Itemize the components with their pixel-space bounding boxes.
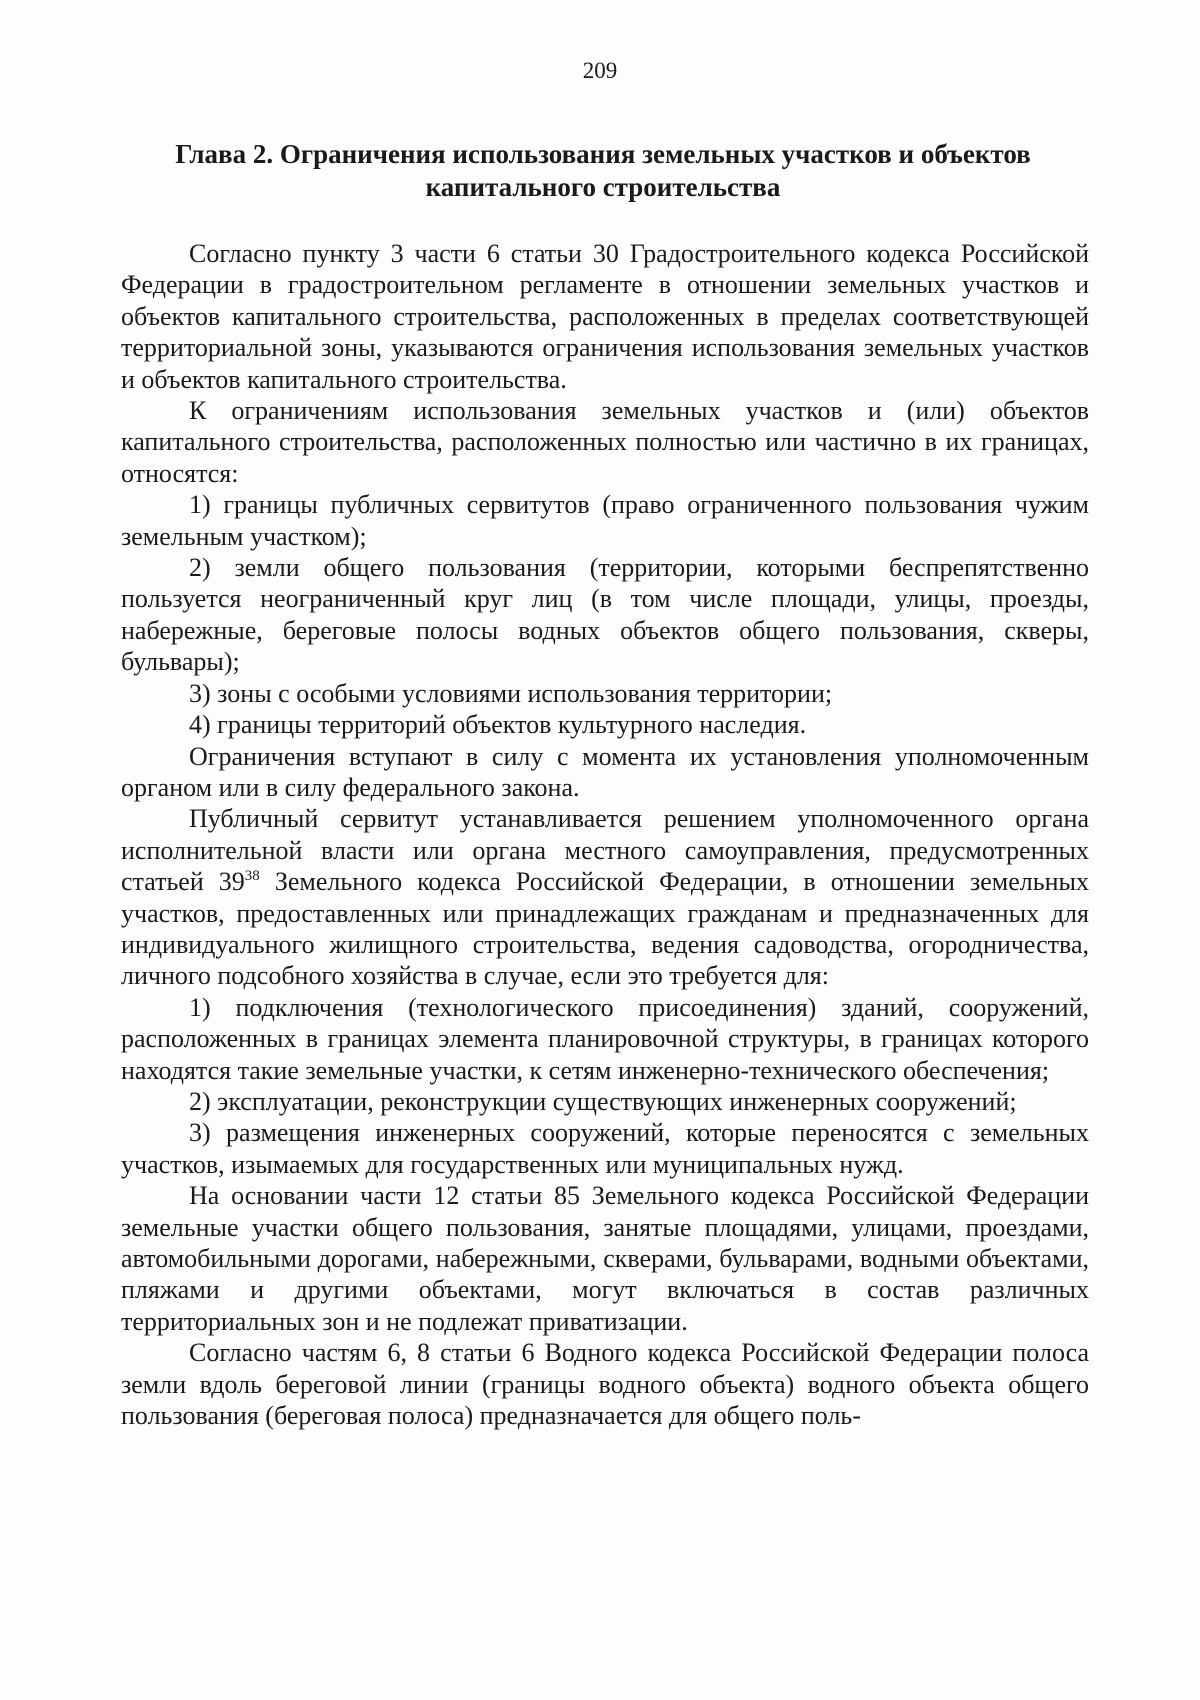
- list-item-operation: 2) эксплуатации, реконструкции существующих инженерных сооружений;: [189, 1086, 1017, 1116]
- list-item-public-lands: 2) земли общего пользования (территории, которыми беспрепятственно пользуется неограниченный круг лиц (в том числе площади, улицы, проезды, набережные, береговые полосы водных объектов общего пользования, скверы, бульвары);: [121, 553, 1089, 677]
- list-item-placement: 3) размещения инженерных сооружений, которые переносятся с земельных участков, изымаемых для государственных или муниципальных нужд.: [121, 1118, 1089, 1179]
- footnote-superscript: 38: [244, 868, 260, 885]
- list-item-connection: 1) подключения (технологического присоединения) зданий, сооружений, расположенных в границах элемента планировочной структуры, в границах которого находятся такие земельные участки, к сетям инженерно-технического обеспечения;: [121, 992, 1089, 1085]
- paragraph-restrictions-intro: К ограничениям использования земельных участков и (или) объектов капитального строительства, расположенных полностью или частично в их границах, относятся:: [121, 396, 1089, 488]
- list-item-special-zones: 3) зоны с особыми условиями использования территории;: [189, 678, 833, 708]
- paragraph-water-code: Согласно частям 6, 8 статьи 6 Водного кодекса Российской Федерации полоса земли вдоль береговой линии (границы водного объекта) водного объекта общего пользования (береговая полоса) предназначается для общего поль-: [121, 1338, 1089, 1431]
- servitude-text-after: Земельного кодекса Российской Федерации, в отношении земельных участков, предоставленных или принадлежащих гражданам и предназначенных для индивидуального жилищного строительства, ведения садоводства, огородничества, личного подсобного хозяйства в случае, если это требуется для:: [121, 867, 1089, 991]
- paragraph-restrictions-effect: Ограничения вступают в силу с момента их установления уполномоченным органом или в силу федерального закона.: [121, 741, 1089, 802]
- servitude-text-before: Публичный сервитут устанавливается решением уполномоченного органа исполнительной власти или органа местного самоуправления, предусмотренных статьей 39: [121, 804, 1089, 897]
- list-item-cultural-heritage: 4) границы территорий объектов культурного наследия.: [189, 710, 807, 740]
- page-number: 209: [582, 58, 618, 83]
- paragraph-zoning-regulation: Согласно пункту 3 части 6 статьи 30 Градостроительного кодекса Российской Федерации в градостроительном регламенте в отношении земельных участков и объектов капитального строительства, расположенных в пределах соответствующей территориальной зоны, указываются ограничения использования земельных участков и объектов капитального строительства.: [121, 239, 1089, 394]
- body-text: [121, 238, 1089, 1431]
- chapter-title: Глава 2. Ограничения использования земельных участков и объектов капитального строительства: [175, 139, 1031, 202]
- paragraph-land-code-article-85: На основании части 12 статьи 85 Земельного кодекса Российской Федерации земельные участки общего пользования, занятые площадями, улицами, проездами, автомобильными дорогами, набережными, скверами, бульварами, водными объектами, пляжами и другими объектами, могут включаться в состав различных территориальных зон и не подлежат приватизации.: [121, 1181, 1089, 1336]
- list-item-public-servitudes: 1) границы публичных сервитутов (право ограниченного пользования чужим земельным участком);: [121, 490, 1089, 551]
- paragraph-public-servitude: [121, 803, 1089, 991]
